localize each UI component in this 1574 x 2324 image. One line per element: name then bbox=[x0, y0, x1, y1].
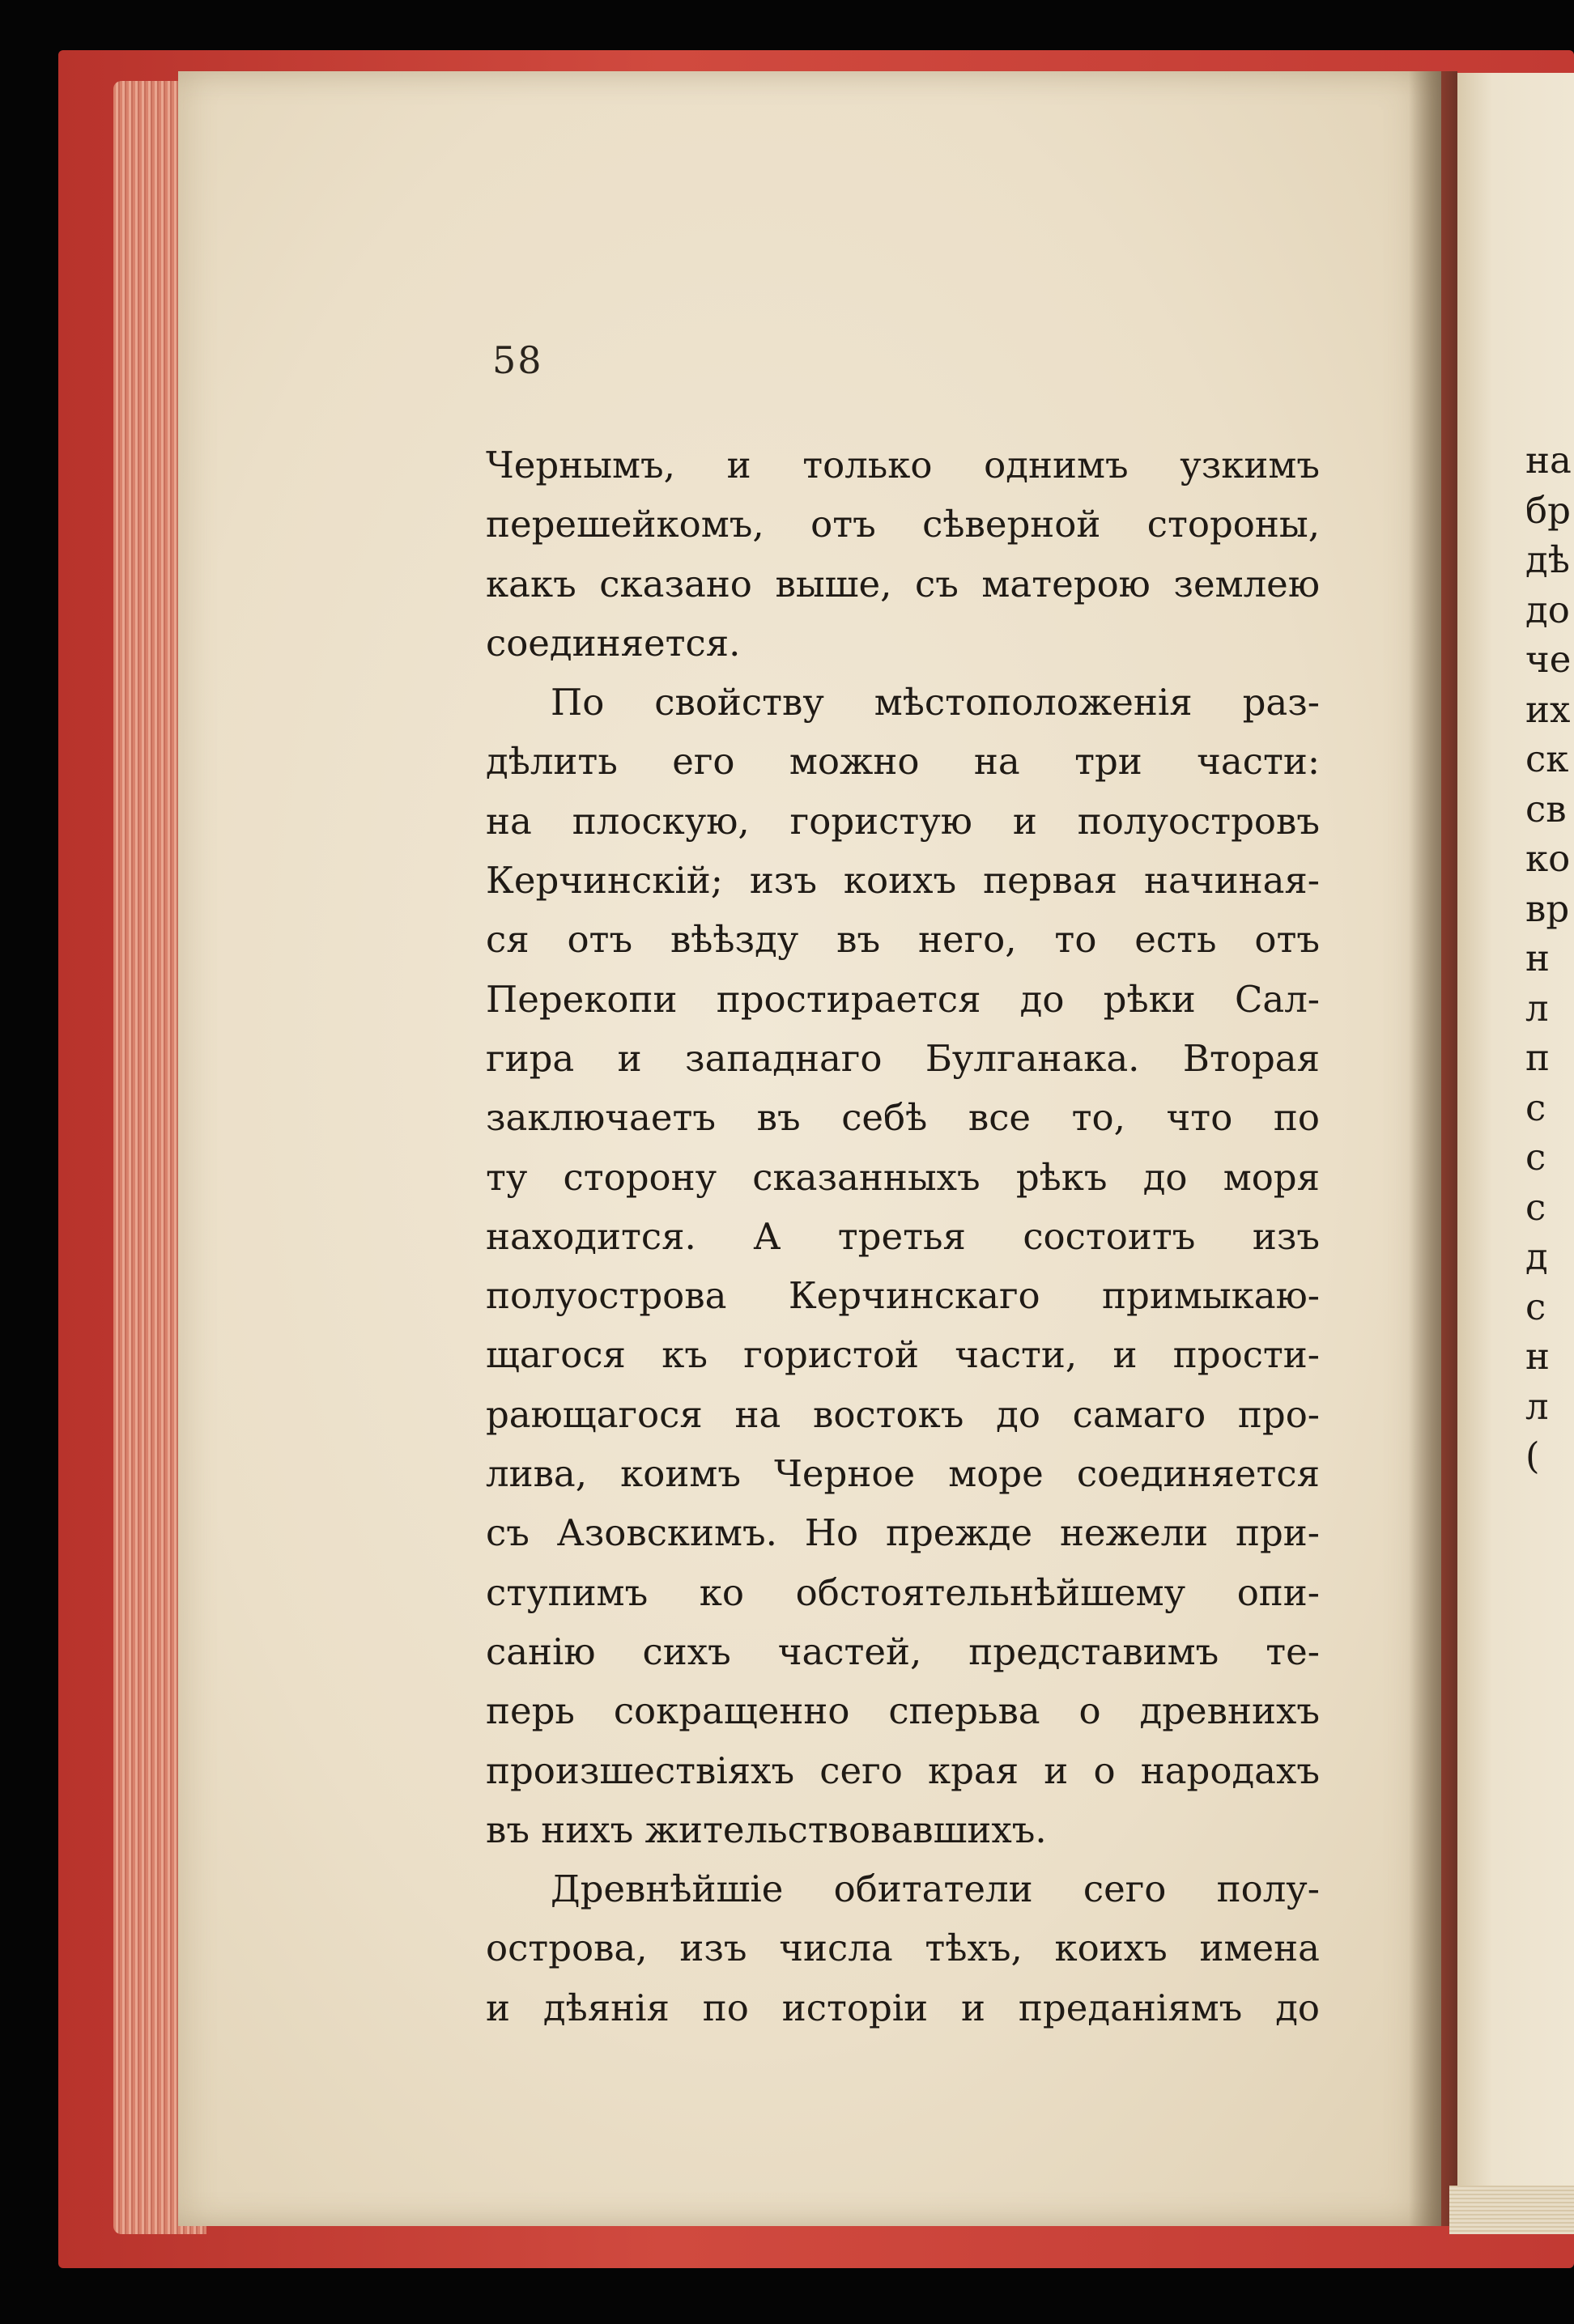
text-line: По свойству мѣстоположенія раз- bbox=[551, 681, 1320, 724]
text-line: Древнѣйшіе обитатели сего полу- bbox=[551, 1867, 1320, 1911]
text-line: на плоскую, гористую и полуостровъ bbox=[486, 799, 1320, 843]
text-fragment: на bbox=[1525, 439, 1572, 482]
text-fragment: дѣ bbox=[1525, 538, 1570, 581]
text-fragment: св bbox=[1525, 787, 1567, 831]
text-fragment: н bbox=[1525, 937, 1550, 979]
book-gutter bbox=[1409, 71, 1457, 2226]
text-line: произшествіяхъ сего края и о народахъ bbox=[486, 1748, 1320, 1792]
text-line: гира и западнаго Булганака. Вторая bbox=[486, 1036, 1320, 1080]
text-fragment: ко bbox=[1525, 837, 1571, 880]
text-line: ту сторону сказанныхъ рѣкъ до моря bbox=[486, 1155, 1320, 1199]
text-line: лива, коимъ Черное море соединяется bbox=[486, 1452, 1320, 1496]
text-fragment: их bbox=[1525, 687, 1571, 731]
text-fragment: д bbox=[1525, 1235, 1548, 1278]
text-line: полуострова Керчинскаго примыкаю- bbox=[486, 1274, 1320, 1318]
text-fragment: с bbox=[1525, 1285, 1546, 1328]
text-fragment: н bbox=[1525, 1335, 1550, 1378]
text-line: рающагося на востокъ до самаго про- bbox=[486, 1392, 1320, 1436]
text-fragment: ск bbox=[1525, 737, 1569, 780]
text-fragment: с bbox=[1525, 1136, 1546, 1179]
text-fragment: ( bbox=[1525, 1434, 1540, 1477]
text-fragment: бр bbox=[1525, 488, 1571, 532]
text-fragment: вр bbox=[1525, 886, 1570, 930]
text-line: и дѣянія по исторіи и преданіямъ до bbox=[486, 1986, 1320, 2029]
text-line: въ нихъ жительствовавшихъ. bbox=[486, 1808, 1047, 1851]
text-line: острова, изъ числа тѣхъ, коихъ имена bbox=[486, 1927, 1320, 1970]
text-line: Керчинскій; изъ коихъ первая начиная- bbox=[486, 859, 1320, 903]
text-line: какъ сказано выше, съ матерою землею bbox=[486, 562, 1320, 605]
text-fragment: до bbox=[1525, 588, 1570, 631]
text-line: заключаетъ въ себѣ все то, что по bbox=[486, 1096, 1320, 1140]
text-line: Чернымъ, и только однимъ узкимъ bbox=[486, 444, 1320, 486]
right-page-text bbox=[1525, 435, 1574, 1481]
text-line: санію сихъ частей, представимъ те- bbox=[486, 1629, 1320, 1673]
text-fragment: п bbox=[1525, 1036, 1550, 1079]
text-fragment: л bbox=[1525, 986, 1549, 1030]
text-line: Перекопи простирается до рѣки Сал- bbox=[486, 977, 1320, 1021]
page-number: 58 bbox=[492, 338, 543, 382]
text-fragment: с bbox=[1525, 1185, 1546, 1229]
text-line: ся отъ вѣѣзду въ него, то есть отъ bbox=[486, 918, 1320, 962]
text-fragment: че bbox=[1525, 638, 1572, 681]
text-line: дѣлить его можно на три части: bbox=[486, 740, 1320, 784]
text-fragment: с bbox=[1525, 1086, 1546, 1129]
text-line: соединяется. bbox=[486, 621, 741, 665]
page-text bbox=[486, 435, 1320, 2037]
text-fragment: л bbox=[1525, 1384, 1549, 1428]
right-page-edges bbox=[1449, 2186, 1574, 2234]
text-line: ступимъ ко обстоятельнѣйшему опи- bbox=[486, 1570, 1320, 1614]
text-line: находится. А третья состоитъ изъ bbox=[486, 1214, 1320, 1258]
text-line: перешейкомъ, отъ сѣверной стороны, bbox=[486, 503, 1320, 546]
text-line: щагося къ гористой части, и прости- bbox=[486, 1333, 1320, 1377]
text-line: перь сокращенно сперьва о древнихъ bbox=[486, 1689, 1320, 1733]
text-line: съ Азовскимъ. Но прежде нежели при- bbox=[486, 1511, 1320, 1555]
